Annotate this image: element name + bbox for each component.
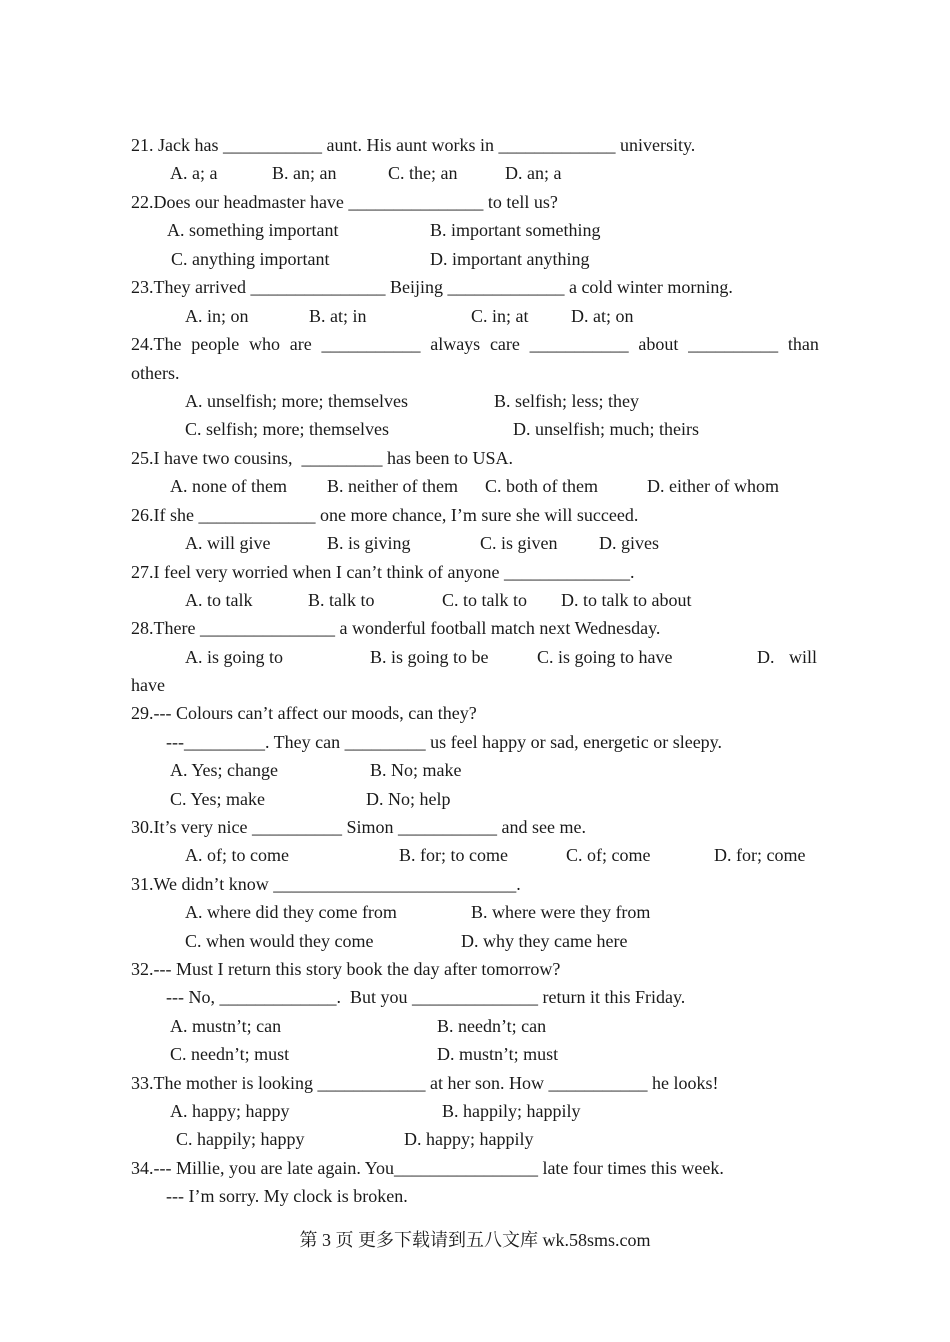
question-29-stem: 29.--- Colours can’t affect our moods, can they?: [131, 703, 477, 723]
question-28-option-d-text: will: [789, 647, 818, 667]
question-24-option-d: D. unselfish; much; theirs: [513, 419, 699, 439]
question-29-option-a: A. Yes; change: [170, 760, 278, 780]
question-25-option-a: A. none of them: [170, 476, 287, 496]
question-33-option-b: B. happily; happily: [442, 1101, 581, 1121]
question-21-option-b: B. an; an: [272, 163, 337, 183]
question-24-option-a: A. unselfish; more; themselves: [185, 391, 408, 411]
question-33-option-d: D. happy; happily: [404, 1129, 534, 1149]
question-25-option-b: B. neither of them: [327, 476, 458, 496]
question-28-option-c: C. is going to have: [537, 647, 673, 667]
question-27-option-a: A. to talk: [185, 590, 253, 610]
question-27-option-c: C. to talk to: [442, 590, 527, 610]
question-24-option-b: B. selfish; less; they: [494, 391, 639, 411]
question-24-stem-word: 24.The: [131, 334, 182, 354]
question-25-stem: 25.I have two cousins, _________ has been to USA.: [131, 448, 513, 468]
question-26-option-c: C. is given: [480, 533, 558, 553]
question-30-option-a: A. of; to come: [185, 845, 289, 865]
question-30-stem: 30.It’s very nice __________ Simon ___________ and see me.: [131, 817, 586, 837]
question-23-option-d: D. at; on: [571, 306, 634, 326]
question-26-option-a: A. will give: [185, 533, 271, 553]
question-33-option-a: A. happy; happy: [170, 1101, 290, 1121]
question-33-stem: 33.The mother is looking ____________ at her son. How ___________ he looks!: [131, 1073, 719, 1093]
question-21-option-c: C. the; an: [388, 163, 458, 183]
question-29-reply: ---_________. They can _________ us feel happy or sad, energetic or sleepy.: [166, 732, 723, 752]
question-24-stem-word: who: [248, 334, 280, 354]
question-26-option-d: D. gives: [599, 533, 659, 553]
question-31-option-c: C. when would they come: [185, 931, 374, 951]
question-24-stem-word: care: [489, 334, 520, 354]
question-24-stem-continued: others.: [131, 363, 180, 383]
question-30-option-b: B. for; to come: [399, 845, 508, 865]
question-23-option-c: C. in; at: [471, 306, 529, 326]
question-31-stem: 31.We didn’t know ___________________________.: [131, 874, 521, 894]
question-23-option-a: A. in; on: [185, 306, 249, 326]
question-24-stem-word: always: [430, 334, 481, 354]
question-31-option-d: D. why they came here: [461, 931, 628, 951]
question-22-option-d: D. important anything: [430, 249, 590, 269]
question-25-option-d: D. either of whom: [647, 476, 779, 496]
question-22-stem: 22.Does our headmaster have _______________ to tell us?: [131, 192, 558, 212]
question-28-option-d-label: D.: [757, 647, 775, 667]
question-27-option-b: B. talk to: [308, 590, 375, 610]
question-29-option-b: B. No; make: [370, 760, 462, 780]
question-29-option-d: D. No; help: [366, 789, 451, 809]
question-24-option-c: C. selfish; more; themselves: [185, 419, 389, 439]
question-32-option-b: B. needn’t; can: [437, 1016, 547, 1036]
question-27-option-d: D. to talk to about: [561, 590, 692, 610]
question-27-stem: 27.I feel very worried when I can’t think of anyone ______________.: [131, 562, 635, 582]
question-21-option-d: D. an; a: [505, 163, 562, 183]
question-32-stem: 32.--- Must I return this story book the day after tomorrow?: [131, 959, 561, 979]
question-31-option-a: A. where did they come from: [185, 902, 397, 922]
question-23-stem: 23.They arrived _______________ Beijing _____________ a cold winter morning.: [131, 277, 733, 297]
page-footer: 第 3 页 更多下载请到五八文库 wk.58sms.com: [299, 1230, 651, 1250]
question-24-stem-word: are: [289, 334, 312, 354]
question-28-option-b: B. is going to be: [370, 647, 489, 667]
question-24-stem-word: people: [191, 334, 240, 354]
question-24-stem-word: about: [638, 334, 679, 354]
question-32-option-a: A. mustn’t; can: [170, 1016, 282, 1036]
question-26-option-b: B. is giving: [327, 533, 411, 553]
question-34-reply: --- I’m sorry. My clock is broken.: [166, 1186, 408, 1206]
question-28-option-d-continued: have: [131, 675, 165, 695]
question-29-option-c: C. Yes; make: [170, 789, 266, 809]
question-32-reply: --- No, _____________. But you ______________ return it this Friday.: [166, 987, 686, 1007]
question-22-option-b: B. important something: [430, 220, 601, 240]
question-33-option-c: C. happily; happy: [176, 1129, 305, 1149]
question-31-option-b: B. where were they from: [471, 902, 651, 922]
question-23-option-b: B. at; in: [309, 306, 367, 326]
question-24-stem: [131, 333, 819, 355]
question-28-option-a: A. is going to: [185, 647, 284, 667]
question-25-option-c: C. both of them: [485, 476, 598, 496]
question-24-stem-word: than: [787, 334, 819, 354]
question-24-stem-word: ___________: [321, 334, 421, 354]
question-28-stem: 28.There _______________ a wonderful football match next Wednesday.: [131, 618, 661, 638]
question-24-stem-word: ___________: [529, 334, 629, 354]
question-34-stem: 34.--- Millie, you are late again. You________________ late four times this week.: [131, 1158, 724, 1178]
question-22-option-a: A. something important: [167, 220, 339, 240]
question-30-option-d: D. for; come: [714, 845, 806, 865]
question-32-option-c: C. needn’t; must: [170, 1044, 290, 1064]
question-24-stem-word: __________: [688, 334, 779, 354]
question-22-option-c: C. anything important: [171, 249, 330, 269]
question-21-option-a: A. a; a: [170, 163, 218, 183]
question-30-option-c: C. of; come: [566, 845, 651, 865]
question-21-stem: 21. Jack has ___________ aunt. His aunt works in _____________ university.: [131, 135, 696, 155]
question-32-option-d: D. mustn’t; must: [437, 1044, 559, 1064]
question-26-stem: 26.If she _____________ one more chance, I’m sure she will succeed.: [131, 505, 639, 525]
